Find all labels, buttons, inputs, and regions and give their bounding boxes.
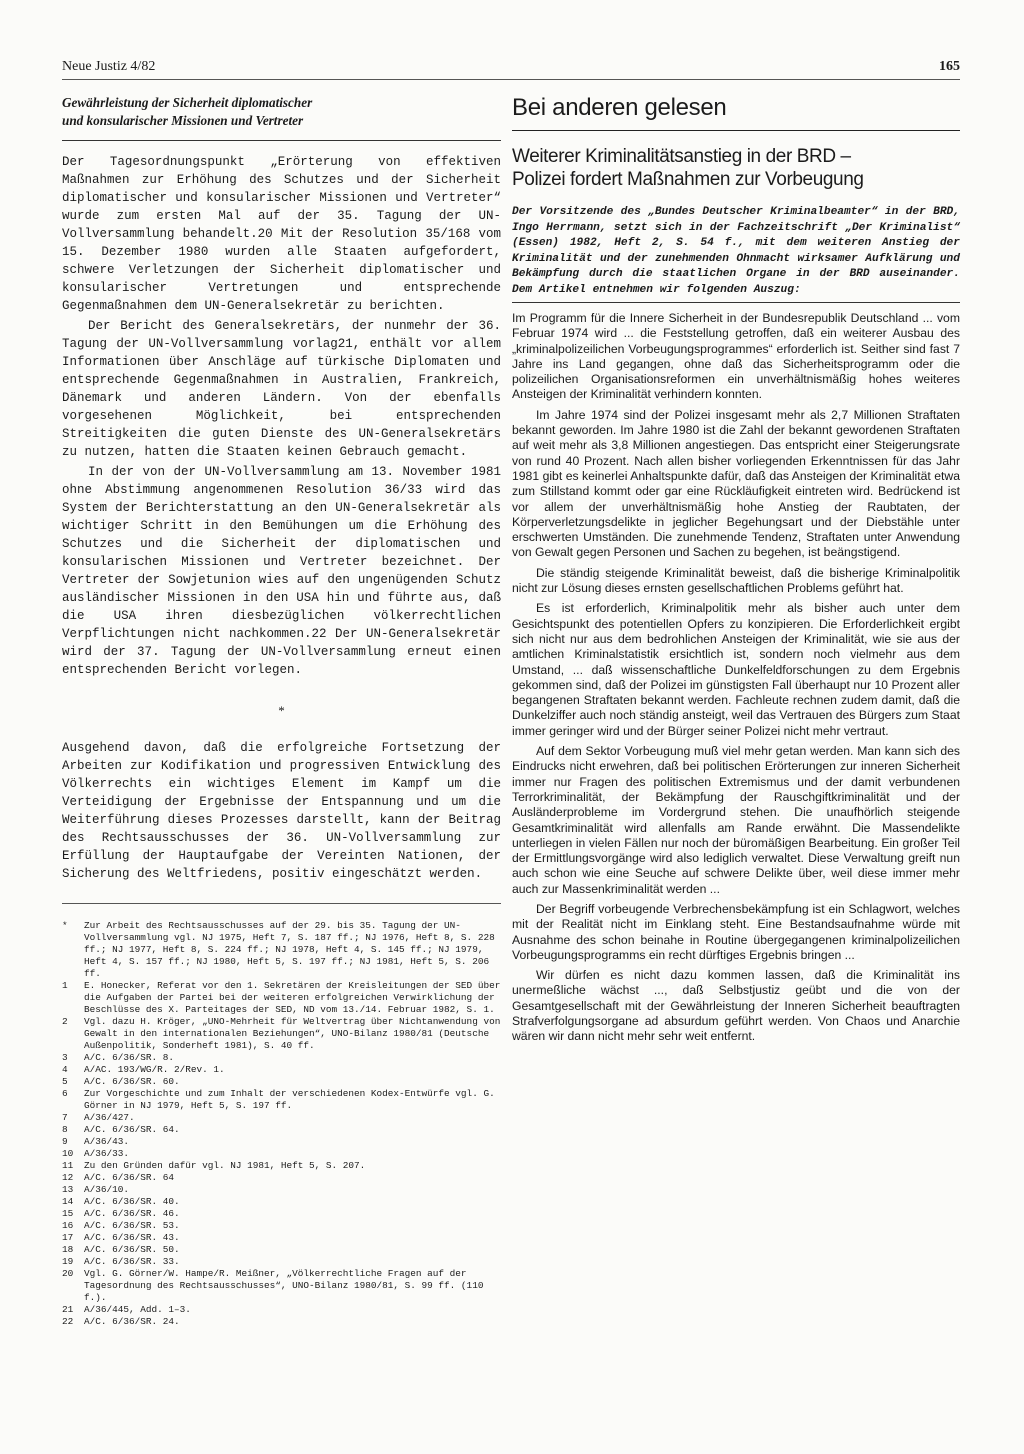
footnote-text: A/36/33.	[84, 1148, 130, 1159]
section-separator: *	[278, 703, 285, 718]
footnote	[62, 1136, 501, 1148]
footnote	[62, 1124, 501, 1136]
section-title: Bei anderen gelesen	[512, 94, 727, 121]
page-header	[62, 59, 960, 80]
footnote	[62, 920, 501, 980]
footnote-text: Zur Vorgeschichte und zum Inhalt der verschiedenen Kodex-Entwürfe vgl. G. Görner in NJ 1979, Heft 5, S. 197 ff.	[84, 1088, 495, 1111]
footnote-text: A/C. 6/36/SR. 46.	[84, 1208, 180, 1219]
footnote-text: A/C. 6/36/SR. 60.	[84, 1076, 180, 1087]
article-intro: Der Vorsitzende des „Bundes Deutscher Kriminalbeamter“ in der BRD, Ingo Herrmann, setzt sich in der Fachzeitschrift „Der Kriminalist“ (Essen) 1982, Heft 2, S. 54 f., mit dem weiteren Anstieg der Kriminalität und der zunehmenden Ohnmacht wirksamer Aufklärung und Bekämpfung durch die staatlichen Organe in der BRD auseinander. Dem Artikel entnehmen wir folgenden Auszug:	[512, 206, 960, 296]
footnote-number: 1	[62, 980, 68, 991]
footnote	[62, 1244, 501, 1256]
footnote-number: 14	[62, 1196, 74, 1207]
footnote-text: A/36/43.	[84, 1136, 130, 1147]
footnote-number: 22	[62, 1316, 74, 1327]
footnote-text: A/36/10.	[84, 1184, 130, 1195]
intro-divider	[512, 302, 960, 303]
article-paragraph: Es ist erforderlich, Kriminalpolitik mehr als bisher auch unter dem Gesichtspunkt des potentiellen Opfers zu konzipieren. Die Erforderlichkeit ergibt sich nicht nur aus dem bedrohlichen Ansteigen der Kriminalität, wie sie aus der amtlichen Kriminalstatistik ersichtlich ist, sondern noch vielmehr aus dem Umstand, ... daß wissenschaftliche Dunkelfeldforschungen zu dem Ergebnis gekommen sind, daß der Polizei im günstigsten Fall überhaupt nur 10 Prozent aller begangenen Straftaten bekannt werden. Fachleute rechnen zudem damit, daß die Dunkelziffer auch noch ständig ansteigt, weil das Vertrauen des Bürgers zum Staat immer geringer wird und der Bürger seiner Polizei nicht mehr vertraut.	[512, 601, 960, 738]
section-heading: Gewährleistung der Sicherheit diplomatischer und konsularischer Missionen und Vertreter	[62, 95, 313, 128]
article-paragraph: Die ständig steigende Kriminalität beweist, daß die bisherige Kriminalpolitik nicht zur Lösung dieses ernsten gesellschaftlichen Problems geführt hat.	[512, 565, 960, 596]
footnote-number: 7	[62, 1112, 68, 1123]
page-number: 165	[939, 59, 960, 74]
footnote	[62, 1196, 501, 1208]
footnote	[62, 1052, 501, 1064]
footnote	[62, 1112, 501, 1124]
journal-issue: Neue Justiz 4/82	[62, 59, 156, 74]
footnote-number: *	[62, 920, 68, 931]
footnote-number: 10	[62, 1148, 74, 1159]
right-column	[512, 90, 960, 1045]
footnote-number: 21	[62, 1304, 74, 1315]
footnote-number: 20	[62, 1268, 74, 1279]
footnote	[62, 1232, 501, 1244]
article-paragraph: Wir dürfen es nicht dazu kommen lassen, daß die Kriminalität ins unermeßliche wächst ..., daß Selbstjustiz geübt und die von der Gesamtgesellschaft mit der Gewährleistung der Inneren Sicherheit beauftragten Strafverfolgungsorgane ad absurdum geführt werden. Von Chaos und Anarchie wären wir dann nicht mehr sehr weit entfernt.	[512, 968, 960, 1044]
footnote	[62, 1064, 501, 1076]
footnote	[62, 980, 501, 1016]
footnote-text: A/36/427.	[84, 1112, 135, 1123]
footnote-number: 4	[62, 1064, 68, 1075]
footnote	[62, 1016, 501, 1052]
footnote	[62, 1160, 501, 1172]
footnote	[62, 1268, 501, 1304]
article-title: Weiterer Kriminalitätsanstieg in der BRD – Polizei fordert Maßnahmen zur Vorbeugung	[512, 146, 864, 190]
footnotes	[62, 903, 501, 1328]
article-paragraph: Im Programm für die Innere Sicherheit in der Bundesrepublik Deutschland ... vom Februar 1974 wird ... die Feststellung getroffen, daß ein weiterer Ausbau des „kriminalpolizeilichen Vorbeugungsprogrammes“ erforderlich ist. Seither sind fast 7 Jahre ins Land gegangen, ohne daß das Sicherheitsprogramm oder die polizeilichen Organisationsreformen ein unverhältnismäßig hohes weiteres Ansteigen der Kriminalität verhindern konnten.	[512, 311, 960, 402]
footnote-number: 15	[62, 1208, 74, 1219]
footnote	[62, 1304, 501, 1316]
footnote-text: E. Honecker, Referat vor den 1. Sekretären der Kreisleitungen der SED über die Aufgaben der Partei bei der weiteren erfolgreichen Verwirklichung der Beschlüsse des X. Parteitages der SED, ND vom 13./14. Februar 1982, S. 1.	[84, 980, 501, 1015]
footnote-text: A/C. 6/36/SR. 43.	[84, 1232, 180, 1243]
footnote-text: A/C. 6/36/SR. 8.	[84, 1052, 175, 1063]
heading-divider	[62, 140, 501, 141]
footnote	[62, 1208, 501, 1220]
footnote	[62, 1088, 501, 1112]
footnote-text: A/AC. 193/WG/R. 2/Rev. 1.	[84, 1064, 225, 1075]
footnote-number: 13	[62, 1184, 74, 1195]
footnote	[62, 1184, 501, 1196]
article-paragraph: Der Begriff vorbeugende Verbrechensbekämpfung ist ein Schlagwort, welches mit der Realität nicht im Einklang steht. Eine Bestandsaufnahme würde mit Ausnahme des schon beinahe in Routine übergegangenen kriminalpolizeilichen Vorbeugungsprogramms ein recht dürftiges Ergebnis bringen ...	[512, 901, 960, 962]
footnote-text: Zu den Gründen dafür vgl. NJ 1981, Heft 5, S. 207.	[84, 1160, 366, 1171]
footnote-text: A/C. 6/36/SR. 24.	[84, 1316, 180, 1327]
footnote-number: 11	[62, 1160, 74, 1171]
footnote-text: Vgl. dazu H. Kröger, „UNO-Mehrheit für Weltvertrag über Nichtanwendung von Gewalt in den internationalen Beziehungen“, UNO-Bilanz 1980/81 (Deutsche Außenpolitik, Sonderheft 1981), S. 40 ff.	[84, 1016, 501, 1051]
body-paragraph: Der Tagesordnungspunkt „Erörterung von effektiven Maßnahmen zur Erhöhung des Schutzes und der Sicherheit diplomatischer und konsularischer Missionen und Vertreter“ wurde zum ersten Mal auf der 35. Tagung der UN-Vollversammlung behandelt.20 Mit der Resolution 35/168 vom 15. Dezember 1980 wurden alle Staaten aufgefordert, schwere Verletzungen der Sicherheit diplomatischer und konsularischer Vertretungen und entsprechende Gegenmaßnahmen dem UN-Generalsekretär zu berichten.	[62, 155, 501, 313]
footnote-number: 6	[62, 1088, 68, 1099]
footnote	[62, 1076, 501, 1088]
footnote-number: 18	[62, 1244, 74, 1255]
footnote-number: 12	[62, 1172, 74, 1183]
footnote-text: A/C. 6/36/SR. 64.	[84, 1124, 180, 1135]
footnote-number: 16	[62, 1220, 74, 1231]
footnote-text: A/36/445, Add. 1–3.	[84, 1304, 191, 1315]
footnote	[62, 1256, 501, 1268]
footnote-text: Zur Arbeit des Rechtsausschusses auf der 29. bis 35. Tagung der UN-Vollversammlung vgl. NJ 1975, Heft 7, S. 187 ff.; NJ 1976, Heft 8, S. 228 ff.; NJ 1977, Heft 8, S. 224 ff.; NJ 1978, Heft 4, S. 145 ff.; NJ 1979, Heft 4, S. 157 ff.; NJ 1980, Heft 5, S. 197 ff.; NJ 1981, Heft 5, S. 206 ff.	[84, 920, 495, 979]
body-paragraph: Der Bericht des Generalsekretärs, der nunmehr der 36. Tagung der UN-Vollversammlung vorlag21, enthält vor allem Informationen über Anschläge auf türkische Diplomaten und entsprechende Gegenmaßnahmen in Australien, Frankreich, Dänemark und anderen Ländern. Von der ebenfalls vorgesehenen Möglichkeit, bei entsprechenden Streitigkeiten die guten Dienste des UN-Generalsekretärs zu nutzen, hatten die Staaten keinen Gebrauch gemacht.	[62, 319, 501, 459]
footnote	[62, 1148, 501, 1160]
footnote	[62, 1316, 501, 1328]
article-paragraph: Im Jahre 1974 sind der Polizei insgesamt mehr als 2,7 Millionen Straftaten bekannt geworden. Im Jahre 1980 ist die Zahl der bekannt gewordenen Straftaten auf weit mehr als 3,8 Millionen angestiegen. Das entspricht einer Steigerungsrate von rund 40 Prozent. Nach allen bisher vorliegenden Erkenntnissen für das Jahr 1981 gibt es keinerlei Anhaltspunkte dafür, daß das Ansteigen der Kriminalität etwa zum Stillstand kommt oder gar eine Rückläufigkeit eintreten wird. Bedrückend ist vor allem der unverhältnismäßig hohe Anstieg der Raubtaten, der Körperverletzungsdelikte in jeglicher Begehungsart und der Diebstähle unter erschwerten Umständen. Die zunehmende Tendenz, Straftaten unter Anwendung von Gewalt gegen Personen und Sachen zu begehen, ist beängstigend.	[512, 407, 960, 560]
footnote-number: 2	[62, 1016, 68, 1027]
footnote-number: 9	[62, 1136, 68, 1147]
footnote	[62, 1220, 501, 1232]
footnote-text: A/C. 6/36/SR. 50.	[84, 1244, 180, 1255]
footnote-number: 19	[62, 1256, 74, 1267]
footnote-text: A/C. 6/36/SR. 64	[84, 1172, 175, 1183]
footnote-text: A/C. 6/36/SR. 40.	[84, 1196, 180, 1207]
article-paragraph: Auf dem Sektor Vorbeugung muß viel mehr getan werden. Man kann sich des Eindrucks nicht erwehren, daß bei politischen Erörterungen zur inneren Sicherheit immer nur Fragen des politischen Extremismus und der damit verbundenen Terrorkriminalität, der Bekämpfung der Rauschgiftkriminalität und der Ausländerprobleme im Vordergrund stehen. Die unaufhörlich steigende Gesamtkriminalität wird allenfalls am Rande erwähnt. Die Massendelikte unterliegen in vielen Fällen nur noch der büromäßigen Bearbeitung. Ein großer Teil der Ermittlungsvorgänge wird also lediglich verwaltet. Diese Verwaltung greift nun auch schon wie eine Seuche auf schwere Delikte über, weil diese immer mehr auch zur Massenkriminalität werden ...	[512, 744, 960, 896]
footnote-number: 3	[62, 1052, 68, 1063]
closing-paragraph: Ausgehend davon, daß die erfolgreiche Fortsetzung der Arbeiten zur Kodifikation und progressiven Entwicklung des Völkerrechts ein wichtiges Element im Kampf um die Verteidigung der Ergebnisse der Entspannung und um die Weiterführung dieses Prozesses darstellt, kann der Beitrag des Rechtsausschusses der 36. UN-Vollversammlung zur Erfüllung der Hauptaufgabe der Vereinten Nationen, der Sicherung des Weltfriedens, positiv eingeschätzt werden.	[62, 741, 501, 881]
footnote-text: A/C. 6/36/SR. 53.	[84, 1220, 180, 1231]
footnote-text: A/C. 6/36/SR. 33.	[84, 1256, 180, 1267]
footnote-number: 8	[62, 1124, 68, 1135]
title-divider	[512, 130, 960, 131]
left-column	[62, 90, 501, 1328]
body-paragraph: In der von der UN-Vollversammlung am 13. November 1981 ohne Abstimmung angenommenen Resolution 36/33 wird das System der Berichterstattung an den UN-Generalsekretär als wichtiger Schritt in den Bemühungen um die Erhöhung des Schutzes und die Sicherheit der diplomatischen und konsularischen Missionen und Vertreter bezeichnet. Der Vertreter der Sowjetunion wies auf den ungenügenden Schutz ausländischer Missionen in den USA hin und führte aus, daß die USA ihren diesbezüglichen völkerrechtlichen Verpflichtungen nicht nachkommen.22 Der UN-Generalsekretär wird der 37. Tagung der UN-Vollversammlung erneut einen entsprechenden Bericht vorlegen.	[62, 465, 501, 677]
footnote-number: 17	[62, 1232, 74, 1243]
footnote-text: Vgl. G. Görner/W. Hampe/R. Meißner, „Völkerrechtliche Fragen auf der Tagesordnung des Rechtsausschusses“, UNO-Bilanz 1980/81, S. 99 ff. (110 f.).	[84, 1268, 484, 1303]
footnote	[62, 1172, 501, 1184]
footnote-number: 5	[62, 1076, 68, 1087]
